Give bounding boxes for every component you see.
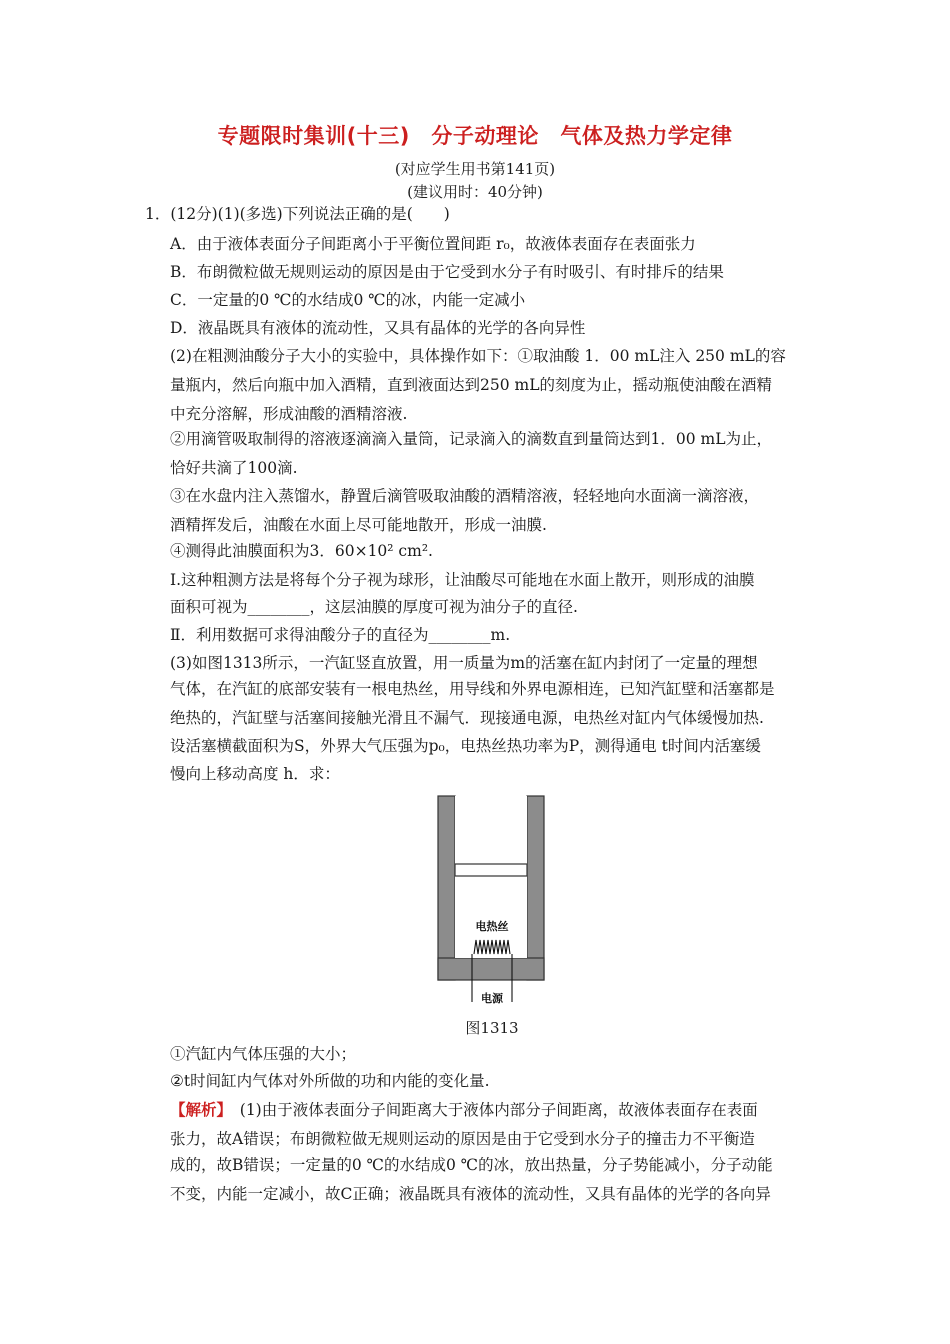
source-note: (对应学生用书第141页) (394, 160, 556, 178)
page-title: 专题限时集训(十三) 分子动理论 气体及热力学定律 (217, 124, 733, 148)
heater-label: 电热丝 (475, 920, 509, 933)
part3-line: 绝热的，汽缸壁与活塞间接触光滑且不漏气．现接通电源，电热丝对缸内气体缓慢加热. (170, 709, 764, 727)
analysis-first-line (170, 1100, 758, 1120)
part2-line: 面积可视为________，这层油膜的厚度可视为油分子的直径. (170, 598, 578, 616)
option-c: C．一定量的0 ℃的水结成0 ℃的冰，内能一定减小 (170, 291, 526, 309)
part2-line: ③在水盘内注入蒸馏水，静置后滴管吸取油酸的酒精溶液，轻轻地向水面滴一滴溶液， (170, 487, 760, 505)
analysis-line: 不变，内能一定减小，故C正确；液晶既具有液体的流动性，又具有晶体的光学的各向异 (170, 1185, 771, 1203)
part2-line: Ⅱ．利用数据可求得油酸分子的直径为________m. (170, 626, 511, 644)
analysis-text: (1)由于液体表面分子间距离大于液体内部分子间距离，故液体表面存在表面 (224, 1101, 758, 1119)
time-note: (建议用时：40分钟) (407, 183, 543, 201)
option-a: A．由于液体表面分子间距离小于平衡位置间距 r₀，故液体表面存在表面张力 (170, 235, 696, 253)
part2-line: 量瓶内，然后向瓶中加入酒精，直到液面达到250 mL的刻度为止，摇动瓶使油酸在酒精 (170, 376, 773, 394)
part2-line: 中充分溶解，形成油酸的酒精溶液. (170, 405, 408, 423)
analysis-label: 【解析】 (170, 1101, 225, 1119)
part3-line: 气体，在汽缸的底部安装有一根电热丝，用导线和外界电源相连，已知汽缸壁和活塞都是 (170, 680, 775, 698)
ask-2: ②t时间缸内气体对外所做的功和内能的变化量. (170, 1072, 490, 1090)
analysis-line: 张力，故A错误；布朗微粒做无规则运动的原因是由于它受到水分子的撞击力不平衡造 (170, 1130, 755, 1148)
cylinder-figure (430, 792, 554, 1012)
ask-1: ①汽缸内气体压强的大小； (170, 1045, 357, 1063)
part3-line: 慢向上移动高度 h．求： (170, 765, 340, 783)
part3-line: (3)如图1313所示，一汽缸竖直放置，用一质量为m的活塞在缸内封闭了一定量的理想 (170, 654, 758, 672)
option-d: D．液晶既具有液体的流动性，又具有晶体的光学的各向异性 (170, 319, 586, 337)
part3-line: 设活塞横截面积为S，外界大气压强为p₀，电热丝热功率为P，测得通电 t时间内活塞缓 (170, 737, 761, 755)
part2-line: ②用滴管吸取制得的溶液逐滴滴入量筒，记录滴入的滴数直到量筒达到1．00 mL为止， (170, 430, 773, 448)
part2-line: ④测得此油膜面积为3．60×10² cm². (170, 542, 433, 560)
part2-line: (2)在粗测油酸分子大小的实验中，具体操作如下：①取油酸 1．00 mL注入 250 mL的容 (170, 347, 786, 365)
part2-line: 酒精挥发后，油酸在水面上尽可能地散开，形成一油膜. (170, 516, 547, 534)
part2-line: Ⅰ.这种粗测方法是将每个分子视为球形，让油酸尽可能地在水面上散开，则形成的油膜 (170, 571, 755, 589)
question-stem: 1．(12分)(1)(多选)下列说法正确的是( ) (145, 205, 450, 223)
analysis-line: 成的，故B错误；一定量的0 ℃的水结成0 ℃的冰，放出热量，分子势能减小，分子动能 (170, 1156, 773, 1174)
figure-caption: 图1313 (465, 1019, 519, 1037)
cylinder-walls (438, 796, 544, 980)
part2-line: 恰好共滴了100滴. (170, 459, 298, 477)
option-b: B．布朗微粒做无规则运动的原因是由于它受到水分子有时吸引、有时排斥的结果 (170, 263, 724, 281)
piston (455, 864, 527, 876)
power-source-label: 电源 (481, 992, 503, 1005)
